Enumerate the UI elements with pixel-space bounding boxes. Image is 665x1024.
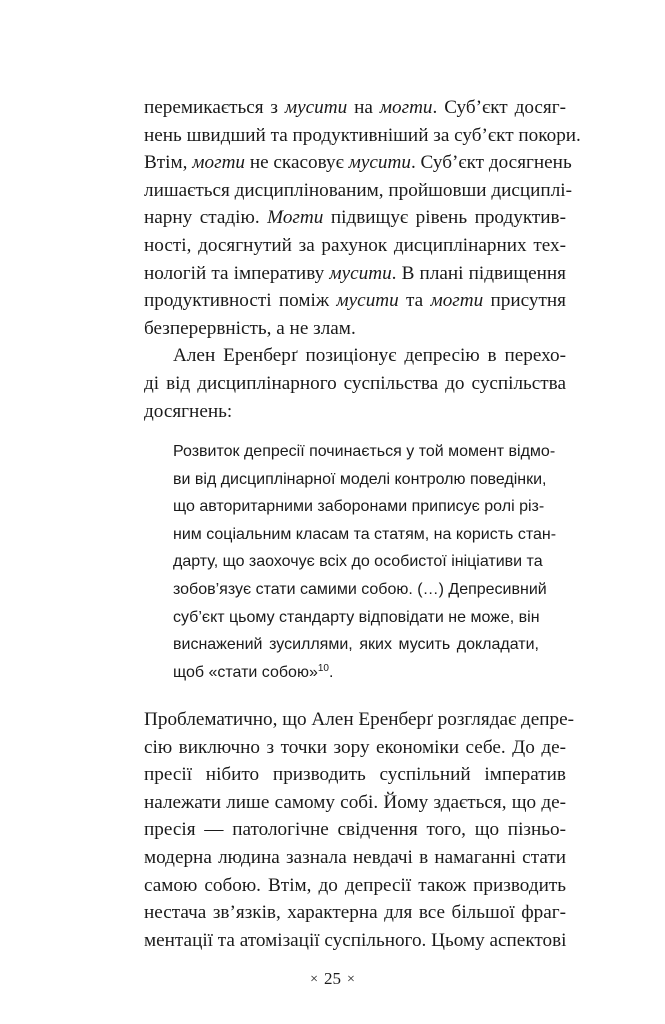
paragraph-line: Ален Еренберґ позиціонує депресію в перехо- — [173, 345, 566, 367]
quote-line: ви від дисциплінарної моделі контролю поведінки, — [173, 470, 547, 488]
quote-line: виснажений зусиллями, яких мусить докладати, — [173, 636, 539, 654]
paragraph-line: належати лише самому собі. Йому здається, що де- — [144, 791, 566, 813]
paragraph-line: пресія — патологічне свідчення того, що пізньо- — [144, 819, 566, 841]
paragraph-line: нень швидший та продуктивніший за суб’єкт покори. — [144, 124, 581, 146]
paragraph-line: безперервність, а не злам. — [144, 317, 356, 339]
paragraph-line: пресії нібито призводить суспільний імператив — [144, 764, 566, 786]
quote-line: Розвиток депресії починається у той момент відмо- — [173, 443, 556, 460]
paragraph-line: досягнень: — [144, 400, 233, 422]
paragraph-line: Втім, могти не скасовує мусити. Суб’єкт досягнень — [144, 152, 572, 174]
quote-line: дарту, що заохочує всіх до особистої ініціативи та — [173, 553, 543, 571]
paragraph-line: ментації та атомізації суспільного. Цьому аспектові — [144, 929, 567, 951]
paragraph-line: нестача зв’язків, характерна для все більшої фраг- — [144, 902, 566, 924]
paragraph-line: нологій та імперативу мусити. В плані підвищення — [144, 262, 566, 284]
folio-ornament-right: × — [347, 972, 355, 987]
paragraph-line: нарну стадію. Могти підвищує рівень продуктив- — [144, 207, 566, 229]
footnote-reference[interactable]: 10 — [317, 662, 329, 674]
quote-line: суб’єкт цьому стандарту відповідати не може, він — [173, 608, 540, 626]
paragraph-line: продуктивності поміж мусити та могти присутня — [144, 290, 567, 312]
page-number — [0, 968, 665, 992]
page-number-value: 25 — [324, 969, 341, 988]
quote-line: зобов’язує стати самими собою. (…) Депресивний — [173, 581, 547, 598]
quote-line: щоб «стати собою»$^{10}$. — [173, 662, 334, 681]
paragraph-line: сію виключно з точки зору економіки себе. До де- — [144, 736, 566, 758]
paragraph-line: модерна людина зазнала невдачі в намаганні стати — [144, 847, 566, 868]
paragraph-line: перемикається з мусити на могти. Суб’єкт досяг- — [144, 97, 566, 118]
paragraph-line: ності, досягнутий за рахунок дисциплінарних тех- — [144, 235, 566, 256]
paragraph-line: самою собою. Втім, до депресії також призводить — [144, 874, 566, 896]
quote-line: ним соціальним класам та статям, на користь стан- — [173, 525, 557, 543]
paragraph-line: Проблематично, що Ален Еренберґ розглядає депре- — [144, 709, 575, 730]
folio-ornament-left: × — [310, 972, 318, 987]
paragraph-line: ді від дисциплінарного суспільства до суспільства — [144, 373, 566, 394]
quote-line: що авторитарними заборонами приписує ролі різ- — [173, 498, 545, 516]
paragraph-line: лишається дисциплінованим, пройшовши дисциплі- — [144, 179, 572, 201]
